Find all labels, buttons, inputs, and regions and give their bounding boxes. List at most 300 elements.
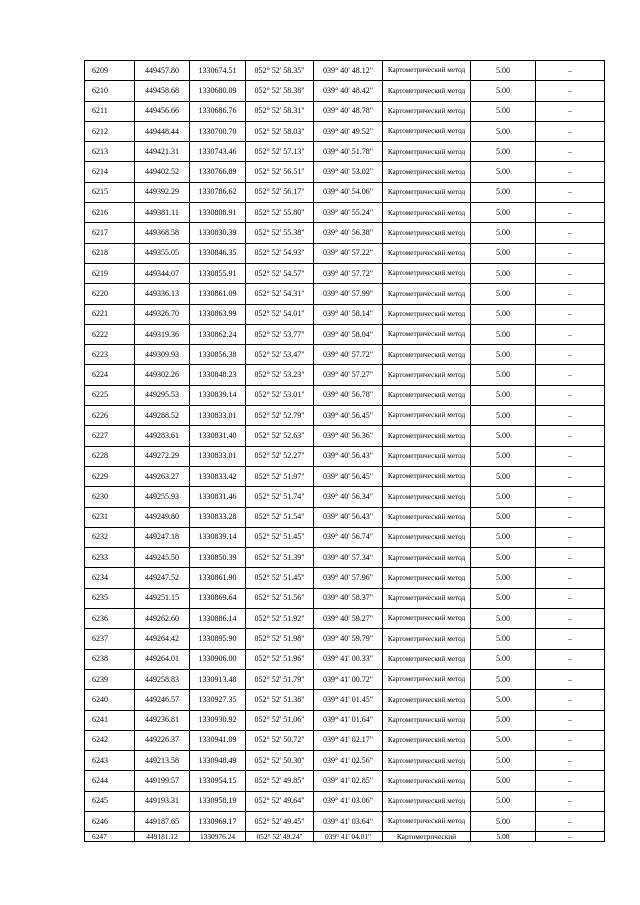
x-coordinate-cell: 449302.26 [135, 365, 190, 385]
accuracy-cell: 5.00 [471, 446, 536, 466]
accuracy-cell: 5.00 [471, 142, 536, 162]
point-number-cell: 6239 [85, 669, 135, 689]
longitude-cell: 039° 40' 49.52" [314, 121, 383, 141]
latitude-cell: 052° 52' 49.45" [246, 811, 314, 831]
method-cell: Картометрический метод [383, 629, 471, 649]
point-number-cell: 6223 [85, 345, 135, 365]
accuracy-cell: 5.00 [471, 324, 536, 344]
longitude-cell: 039° 40' 57.99" [314, 284, 383, 304]
note-cell: – [536, 649, 605, 669]
table-row [85, 710, 605, 730]
table-row [85, 669, 605, 689]
note-cell: – [536, 81, 605, 101]
y-coordinate-cell: 1330969.17 [190, 811, 246, 831]
x-coordinate-cell: 449247.52 [135, 568, 190, 588]
note-cell: – [536, 324, 605, 344]
note-cell: – [536, 487, 605, 507]
x-coordinate-cell: 449187.65 [135, 811, 190, 831]
table-row [85, 101, 605, 121]
x-coordinate-cell: 449263.27 [135, 466, 190, 486]
x-coordinate-cell: 449226.37 [135, 730, 190, 750]
table-row [85, 263, 605, 283]
table-row [85, 588, 605, 608]
accuracy-cell: 5.00 [471, 81, 536, 101]
accuracy-cell: 5.00 [471, 669, 536, 689]
note-cell: – [536, 223, 605, 243]
x-coordinate-cell: 449288.52 [135, 406, 190, 426]
latitude-cell: 052° 52' 51.79" [246, 669, 314, 689]
longitude-cell: 039° 40' 48.12" [314, 61, 383, 81]
latitude-cell: 052° 52' 52.27" [246, 446, 314, 466]
method-cell: Картометрический метод [383, 61, 471, 81]
method-cell: Картометрический метод [383, 385, 471, 405]
latitude-cell: 052° 52' 53.47" [246, 345, 314, 365]
note-cell: – [536, 588, 605, 608]
latitude-cell: 052° 52' 56.51" [246, 162, 314, 182]
longitude-cell: 039° 40' 59.27" [314, 609, 383, 629]
method-cell: Картометрический метод [383, 751, 471, 771]
method-cell: Картометрический метод [383, 203, 471, 223]
longitude-cell: 039° 41' 01.64" [314, 710, 383, 730]
note-cell: – [536, 263, 605, 283]
latitude-cell: 052° 52' 55.80" [246, 203, 314, 223]
latitude-cell: 052° 52' 54.01" [246, 304, 314, 324]
note-cell: – [536, 507, 605, 527]
latitude-cell: 052° 52' 51.92" [246, 609, 314, 629]
x-coordinate-cell: 449245.50 [135, 548, 190, 568]
method-cell: Картометрический метод [383, 791, 471, 811]
point-number-cell: 6240 [85, 690, 135, 710]
note-cell: – [536, 61, 605, 81]
point-number-cell: 6241 [85, 710, 135, 730]
accuracy-cell: 5.00 [471, 162, 536, 182]
point-number-cell: 6236 [85, 609, 135, 629]
table-row [85, 751, 605, 771]
table-row [85, 182, 605, 202]
x-coordinate-cell: 449247.18 [135, 527, 190, 547]
longitude-cell: 039° 40' 55.24" [314, 203, 383, 223]
accuracy-cell: 5.00 [471, 487, 536, 507]
table-row [85, 446, 605, 466]
table-row [85, 690, 605, 710]
y-coordinate-cell: 1330941.09 [190, 730, 246, 750]
point-number-cell: 6230 [85, 487, 135, 507]
latitude-cell: 052° 52' 57.13" [246, 142, 314, 162]
note-cell: – [536, 203, 605, 223]
method-cell: Картометрический метод [383, 121, 471, 141]
x-coordinate-cell: 449236.81 [135, 710, 190, 730]
longitude-cell: 039° 40' 51.78" [314, 142, 383, 162]
note-cell: – [536, 101, 605, 121]
table-row [85, 649, 605, 669]
note-cell: – [536, 811, 605, 831]
table-body [85, 61, 605, 842]
note-cell: – [536, 284, 605, 304]
x-coordinate-cell: 449258.83 [135, 669, 190, 689]
latitude-cell: 052° 52' 58.03" [246, 121, 314, 141]
point-number-cell: 6214 [85, 162, 135, 182]
x-coordinate-cell: 449309.93 [135, 345, 190, 365]
note-cell: – [536, 446, 605, 466]
table-row [85, 324, 605, 344]
longitude-cell: 039° 41' 01.45" [314, 690, 383, 710]
latitude-cell: 052° 52' 51.45" [246, 527, 314, 547]
latitude-cell: 052° 52' 58.38" [246, 81, 314, 101]
note-cell: – [536, 832, 605, 842]
method-cell: Картометрический метод [383, 324, 471, 344]
point-number-cell: 6224 [85, 365, 135, 385]
accuracy-cell: 5.00 [471, 588, 536, 608]
table-row [85, 406, 605, 426]
point-number-cell: 6229 [85, 466, 135, 486]
note-cell: – [536, 121, 605, 141]
method-cell: Картометрический метод [383, 811, 471, 831]
point-number-cell: 6232 [85, 527, 135, 547]
latitude-cell: 052° 52' 51.96" [246, 649, 314, 669]
latitude-cell: 052° 52' 53.23" [246, 365, 314, 385]
y-coordinate-cell: 1330846.35 [190, 243, 246, 263]
accuracy-cell: 5.00 [471, 710, 536, 730]
accuracy-cell: 5.00 [471, 832, 536, 842]
longitude-cell: 039° 40' 57.72" [314, 263, 383, 283]
longitude-cell: 039° 40' 56.74" [314, 527, 383, 547]
method-cell: Картометрический метод [383, 284, 471, 304]
point-number-cell: 6237 [85, 629, 135, 649]
accuracy-cell: 5.00 [471, 304, 536, 324]
method-cell: Картометрический метод [383, 101, 471, 121]
longitude-cell: 039° 40' 58.04" [314, 324, 383, 344]
accuracy-cell: 5.00 [471, 365, 536, 385]
y-coordinate-cell: 1330839.14 [190, 385, 246, 405]
method-cell: Картометрический метод [383, 588, 471, 608]
table-row [85, 304, 605, 324]
longitude-cell: 039° 40' 57.27" [314, 365, 383, 385]
x-coordinate-cell: 449456.66 [135, 101, 190, 121]
method-cell: Картометрический метод [383, 487, 471, 507]
method-cell: Картометрический метод [383, 527, 471, 547]
point-number-cell: 6226 [85, 406, 135, 426]
longitude-cell: 039° 40' 56.43" [314, 446, 383, 466]
point-number-cell: 6213 [85, 142, 135, 162]
method-cell: Картометрический метод [383, 223, 471, 243]
method-cell: Картометрический метод [383, 142, 471, 162]
longitude-cell: 039° 40' 56.45" [314, 466, 383, 486]
point-number-cell: 6228 [85, 446, 135, 466]
method-cell: Картометрический метод [383, 304, 471, 324]
method-cell: Картометрический метод [383, 263, 471, 283]
point-number-cell: 6242 [85, 730, 135, 750]
latitude-cell: 052° 52' 51.06" [246, 710, 314, 730]
table-row [85, 426, 605, 446]
method-cell: Картометрический метод [383, 690, 471, 710]
y-coordinate-cell: 1330913.48 [190, 669, 246, 689]
accuracy-cell: 5.00 [471, 385, 536, 405]
note-cell: – [536, 690, 605, 710]
note-cell: – [536, 426, 605, 446]
x-coordinate-cell: 449249.80 [135, 507, 190, 527]
table-row [85, 223, 605, 243]
longitude-cell: 039° 40' 56.34" [314, 487, 383, 507]
note-cell: – [536, 751, 605, 771]
y-coordinate-cell: 1330766.89 [190, 162, 246, 182]
y-coordinate-cell: 1330855.91 [190, 263, 246, 283]
method-cell: Картометрический метод [383, 466, 471, 486]
method-cell: Картометрический метод [383, 507, 471, 527]
latitude-cell: 052° 52' 49.85" [246, 771, 314, 791]
method-cell: Картометрический метод [383, 81, 471, 101]
point-number-cell: 6217 [85, 223, 135, 243]
method-cell: Картометрический метод [383, 548, 471, 568]
table-row [85, 629, 605, 649]
accuracy-cell: 5.00 [471, 507, 536, 527]
longitude-cell: 039° 41' 03.64" [314, 811, 383, 831]
y-coordinate-cell: 1330833.28 [190, 507, 246, 527]
latitude-cell: 052° 52' 53.01" [246, 385, 314, 405]
table-row [85, 609, 605, 629]
accuracy-cell: 5.00 [471, 751, 536, 771]
y-coordinate-cell: 1330862.24 [190, 324, 246, 344]
method-cell: Картометрический метод [383, 649, 471, 669]
x-coordinate-cell: 449319.36 [135, 324, 190, 344]
latitude-cell: 052° 52' 51.54" [246, 507, 314, 527]
point-number-cell: 6218 [85, 243, 135, 263]
method-cell: Картометрический метод [383, 162, 471, 182]
latitude-cell: 052° 52' 52.63" [246, 426, 314, 446]
y-coordinate-cell: 1330954.15 [190, 771, 246, 791]
point-number-cell: 6216 [85, 203, 135, 223]
table-row [85, 243, 605, 263]
x-coordinate-cell: 449264.42 [135, 629, 190, 649]
longitude-cell: 039° 40' 58.14" [314, 304, 383, 324]
note-cell: – [536, 548, 605, 568]
y-coordinate-cell: 1330958.19 [190, 791, 246, 811]
method-cell: Картометрический [383, 832, 471, 842]
x-coordinate-cell: 449326.70 [135, 304, 190, 324]
y-coordinate-cell: 1330831.40 [190, 426, 246, 446]
point-number-cell: 6234 [85, 568, 135, 588]
accuracy-cell: 5.00 [471, 629, 536, 649]
method-cell: Картометрический метод [383, 568, 471, 588]
y-coordinate-cell: 1330863.99 [190, 304, 246, 324]
table-row [85, 385, 605, 405]
y-coordinate-cell: 1330839.14 [190, 527, 246, 547]
latitude-cell: 052° 52' 53.77" [246, 324, 314, 344]
longitude-cell: 039° 40' 48.42" [314, 81, 383, 101]
table-row [85, 527, 605, 547]
note-cell: – [536, 466, 605, 486]
longitude-cell: 039° 40' 56.45" [314, 406, 383, 426]
accuracy-cell: 5.00 [471, 811, 536, 831]
y-coordinate-cell: 1330927.35 [190, 690, 246, 710]
latitude-cell: 052° 52' 51.56" [246, 588, 314, 608]
table-row [85, 507, 605, 527]
note-cell: – [536, 629, 605, 649]
note-cell: – [536, 669, 605, 689]
longitude-cell: 039° 40' 54.06" [314, 182, 383, 202]
method-cell: Картометрический метод [383, 365, 471, 385]
accuracy-cell: 5.00 [471, 568, 536, 588]
point-number-cell: 6210 [85, 81, 135, 101]
table-row [85, 81, 605, 101]
x-coordinate-cell: 449381.11 [135, 203, 190, 223]
table-row [85, 162, 605, 182]
accuracy-cell: 5.00 [471, 243, 536, 263]
longitude-cell: 039° 41' 04.01" [314, 832, 383, 842]
table-row [85, 811, 605, 831]
latitude-cell: 052° 52' 58.35" [246, 61, 314, 81]
method-cell: Картометрический метод [383, 406, 471, 426]
y-coordinate-cell: 1330861.09 [190, 284, 246, 304]
note-cell: – [536, 609, 605, 629]
y-coordinate-cell: 1330808.91 [190, 203, 246, 223]
x-coordinate-cell: 449344.07 [135, 263, 190, 283]
y-coordinate-cell: 1330850.39 [190, 548, 246, 568]
latitude-cell: 052° 52' 51.39" [246, 548, 314, 568]
accuracy-cell: 5.00 [471, 284, 536, 304]
latitude-cell: 052° 52' 49.24" [246, 832, 314, 842]
point-number-cell: 6246 [85, 811, 135, 831]
note-cell: – [536, 365, 605, 385]
accuracy-cell: 5.00 [471, 345, 536, 365]
latitude-cell: 052° 52' 56.17" [246, 182, 314, 202]
point-number-cell: 6221 [85, 304, 135, 324]
y-coordinate-cell: 1330830.39 [190, 223, 246, 243]
note-cell: – [536, 791, 605, 811]
point-number-cell: 6243 [85, 751, 135, 771]
y-coordinate-cell: 1330869.64 [190, 588, 246, 608]
y-coordinate-cell: 1330743.46 [190, 142, 246, 162]
accuracy-cell: 5.00 [471, 263, 536, 283]
note-cell: – [536, 730, 605, 750]
note-cell: – [536, 304, 605, 324]
latitude-cell: 052° 52' 49.64" [246, 791, 314, 811]
method-cell: Картометрический метод [383, 771, 471, 791]
point-number-cell: 6215 [85, 182, 135, 202]
latitude-cell: 052° 52' 54.31" [246, 284, 314, 304]
table-row [85, 345, 605, 365]
accuracy-cell: 5.00 [471, 121, 536, 141]
method-cell: Картометрический метод [383, 426, 471, 446]
point-number-cell: 6222 [85, 324, 135, 344]
y-coordinate-cell: 1330976.24 [190, 832, 246, 842]
longitude-cell: 039° 40' 53.02" [314, 162, 383, 182]
longitude-cell: 039° 40' 58.37" [314, 588, 383, 608]
method-cell: Картометрический метод [383, 446, 471, 466]
table-row [85, 121, 605, 141]
point-number-cell: 6212 [85, 121, 135, 141]
note-cell: – [536, 771, 605, 791]
point-number-cell: 6227 [85, 426, 135, 446]
latitude-cell: 052° 52' 50.30" [246, 751, 314, 771]
table-row [85, 487, 605, 507]
y-coordinate-cell: 1330948.49 [190, 751, 246, 771]
y-coordinate-cell: 1330848.23 [190, 365, 246, 385]
y-coordinate-cell: 1330833.01 [190, 406, 246, 426]
longitude-cell: 039° 41' 00.72" [314, 669, 383, 689]
method-cell: Картометрический метод [383, 730, 471, 750]
longitude-cell: 039° 40' 59.79" [314, 629, 383, 649]
x-coordinate-cell: 449336.13 [135, 284, 190, 304]
y-coordinate-cell: 1330700.70 [190, 121, 246, 141]
x-coordinate-cell: 449181.12 [135, 832, 190, 842]
point-number-cell: 6235 [85, 588, 135, 608]
accuracy-cell: 5.00 [471, 406, 536, 426]
y-coordinate-cell: 1330886.14 [190, 609, 246, 629]
x-coordinate-cell: 449193.31 [135, 791, 190, 811]
point-number-cell: 6244 [85, 771, 135, 791]
point-number-cell: 6247 [85, 832, 135, 842]
latitude-cell: 052° 52' 51.74" [246, 487, 314, 507]
note-cell: – [536, 243, 605, 263]
latitude-cell: 052° 52' 54.57" [246, 263, 314, 283]
accuracy-cell: 5.00 [471, 609, 536, 629]
accuracy-cell: 5.00 [471, 61, 536, 81]
point-number-cell: 6225 [85, 385, 135, 405]
point-number-cell: 6209 [85, 61, 135, 81]
note-cell: – [536, 345, 605, 365]
x-coordinate-cell: 449355.05 [135, 243, 190, 263]
method-cell: Картометрический метод [383, 669, 471, 689]
point-number-cell: 6211 [85, 101, 135, 121]
point-number-cell: 6245 [85, 791, 135, 811]
x-coordinate-cell: 449458.68 [135, 81, 190, 101]
latitude-cell: 052° 52' 51.45" [246, 568, 314, 588]
x-coordinate-cell: 449283.61 [135, 426, 190, 446]
latitude-cell: 052° 52' 52.79" [246, 406, 314, 426]
longitude-cell: 039° 41' 02.17" [314, 730, 383, 750]
x-coordinate-cell: 449255.93 [135, 487, 190, 507]
note-cell: – [536, 385, 605, 405]
longitude-cell: 039° 40' 56.43" [314, 507, 383, 527]
point-number-cell: 6233 [85, 548, 135, 568]
longitude-cell: 039° 40' 56.36" [314, 426, 383, 446]
accuracy-cell: 5.00 [471, 101, 536, 121]
accuracy-cell: 5.00 [471, 771, 536, 791]
table-row [85, 791, 605, 811]
longitude-cell: 039° 40' 57.22" [314, 243, 383, 263]
latitude-cell: 052° 52' 50.72" [246, 730, 314, 750]
x-coordinate-cell: 449251.15 [135, 588, 190, 608]
note-cell: – [536, 568, 605, 588]
accuracy-cell: 5.00 [471, 203, 536, 223]
accuracy-cell: 5.00 [471, 466, 536, 486]
accuracy-cell: 5.00 [471, 182, 536, 202]
x-coordinate-cell: 449368.58 [135, 223, 190, 243]
x-coordinate-cell: 449199.57 [135, 771, 190, 791]
y-coordinate-cell: 1330861.90 [190, 568, 246, 588]
longitude-cell: 039° 41' 02.56" [314, 751, 383, 771]
y-coordinate-cell: 1330906.00 [190, 649, 246, 669]
table-row [85, 832, 605, 842]
note-cell: – [536, 710, 605, 730]
latitude-cell: 052° 52' 51.98" [246, 629, 314, 649]
y-coordinate-cell: 1330786.62 [190, 182, 246, 202]
y-coordinate-cell: 1330680.09 [190, 81, 246, 101]
x-coordinate-cell: 449262.60 [135, 609, 190, 629]
table-row [85, 771, 605, 791]
table-row [85, 730, 605, 750]
x-coordinate-cell: 449457.80 [135, 61, 190, 81]
latitude-cell: 052° 52' 58.31" [246, 101, 314, 121]
accuracy-cell: 5.00 [471, 548, 536, 568]
accuracy-cell: 5.00 [471, 690, 536, 710]
point-number-cell: 6219 [85, 263, 135, 283]
table-row [85, 284, 605, 304]
x-coordinate-cell: 449213.58 [135, 751, 190, 771]
note-cell: – [536, 406, 605, 426]
note-cell: – [536, 162, 605, 182]
x-coordinate-cell: 449402.52 [135, 162, 190, 182]
